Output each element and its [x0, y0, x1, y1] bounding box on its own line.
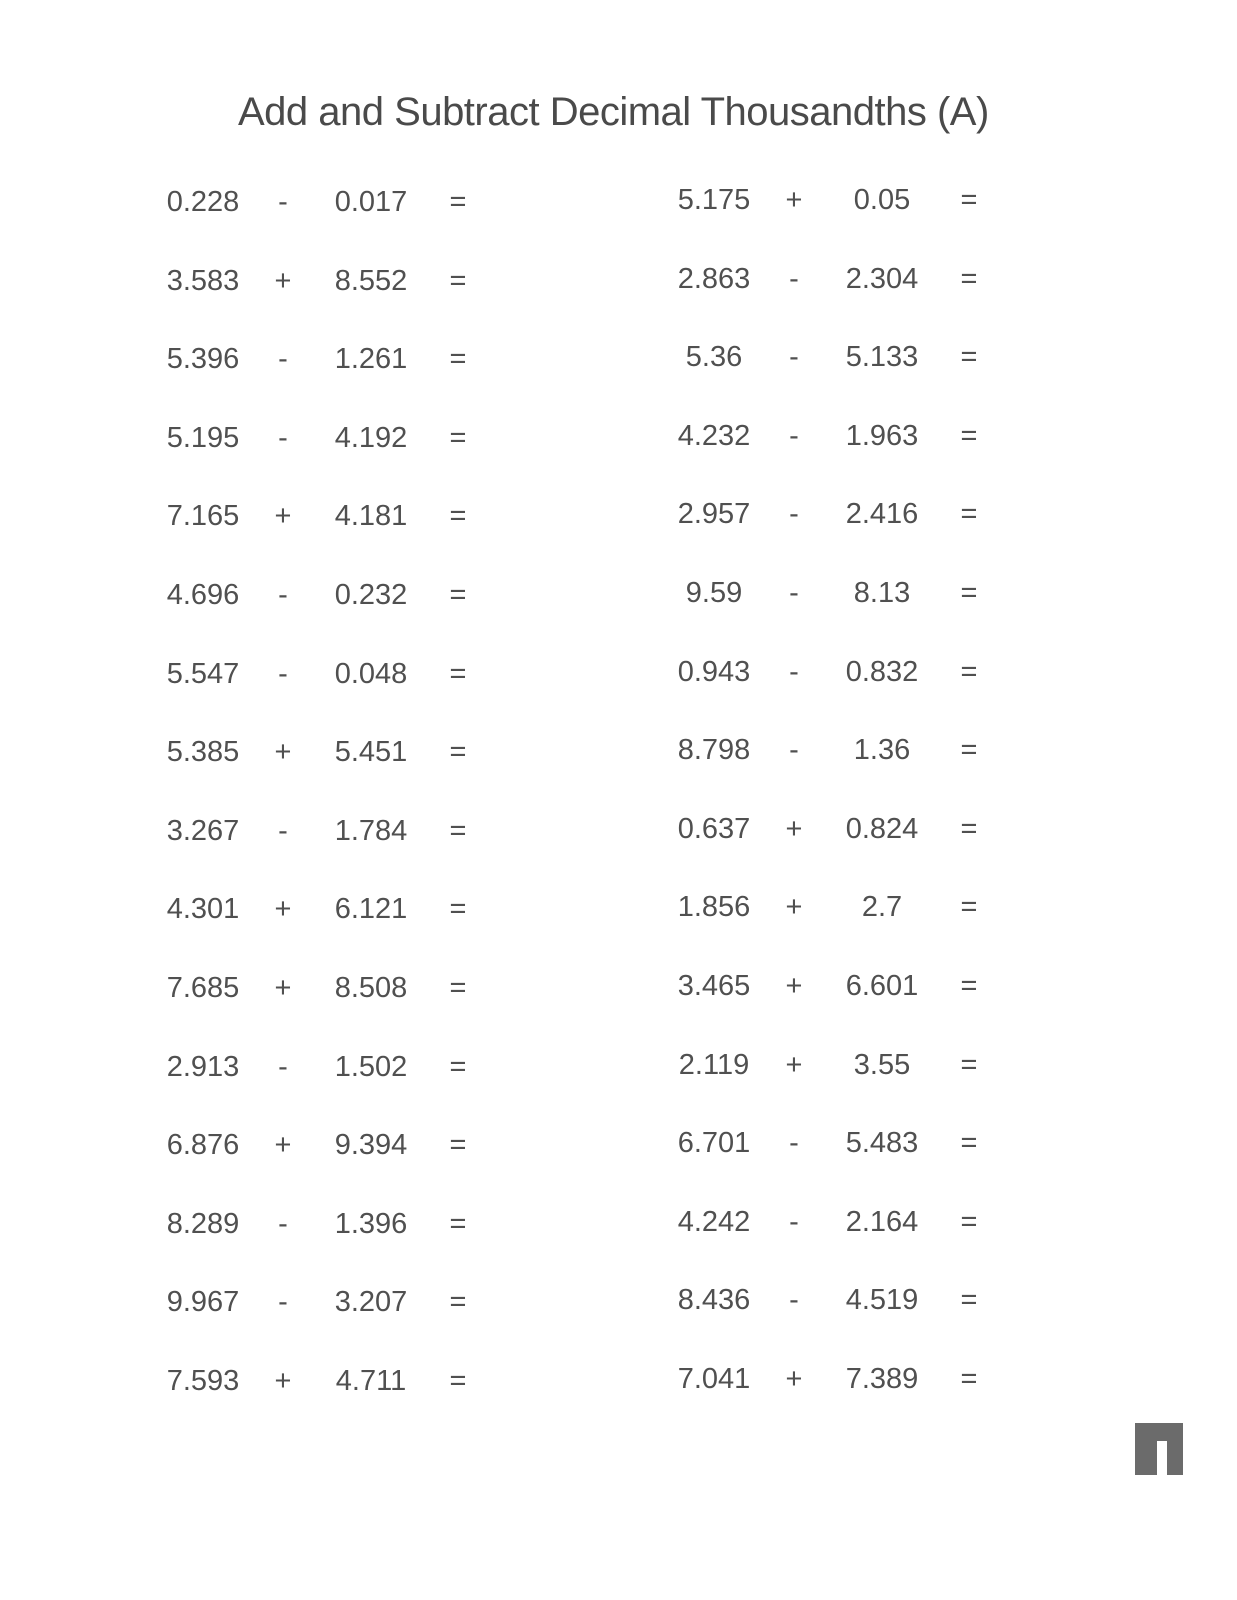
first-operand: 7.041	[677, 1363, 751, 1395]
problem-row	[674, 341, 1014, 381]
operator: -	[789, 734, 799, 767]
equals-sign: =	[449, 1286, 467, 1319]
first-operand: 5.396	[166, 343, 240, 376]
first-operand: 5.547	[166, 657, 240, 690]
second-operand: 1.396	[334, 1207, 408, 1240]
operator: +	[274, 893, 292, 926]
second-operand: 1.963	[845, 419, 919, 452]
problem-row	[674, 420, 1014, 460]
first-operand: 7.165	[166, 500, 240, 533]
first-operand: 2.863	[677, 262, 751, 295]
worksheet-title: Add and Subtract Decimal Thousandths (A)	[238, 90, 989, 134]
second-operand: 7.389	[845, 1363, 919, 1395]
second-operand: 0.232	[334, 579, 408, 611]
operator: +	[785, 812, 803, 845]
problem-row	[674, 970, 1014, 1010]
first-operand: 2.119	[678, 1048, 750, 1081]
problem-row	[674, 734, 1014, 774]
first-operand: 5.385	[166, 736, 240, 769]
second-operand: 5.483	[845, 1127, 919, 1160]
second-operand: 0.832	[845, 655, 919, 688]
first-operand: 9.967	[166, 1286, 240, 1319]
second-operand: 2.304	[845, 262, 919, 295]
first-operand: 3.583	[166, 264, 240, 297]
first-operand: 8.289	[166, 1207, 240, 1240]
equals-sign: =	[449, 814, 467, 847]
second-operand: 0.017	[334, 186, 408, 218]
first-operand: 0.637	[677, 812, 751, 845]
second-operand: 8.552	[334, 264, 408, 297]
problem-row	[674, 498, 1014, 538]
operator: +	[785, 1048, 803, 1081]
second-operand: 1.502	[334, 1050, 408, 1083]
equals-sign: =	[960, 1284, 978, 1317]
equals-sign: =	[449, 1050, 467, 1083]
operator: -	[789, 498, 799, 531]
equals-sign: =	[960, 262, 978, 295]
page-corner-mark-icon	[1135, 1423, 1183, 1475]
operator: -	[789, 1284, 799, 1317]
second-operand: 6.601	[845, 970, 919, 1002]
operator: +	[785, 891, 803, 924]
equals-sign: =	[449, 264, 467, 297]
first-operand: 4.696	[166, 579, 240, 611]
operator: +	[274, 736, 292, 769]
first-operand: 1.856	[677, 891, 751, 924]
first-operand: 8.798	[677, 734, 751, 767]
first-operand: 8.436	[677, 1284, 751, 1317]
operator: +	[274, 264, 292, 297]
operator: -	[278, 1050, 288, 1083]
operator: -	[789, 1127, 799, 1160]
operator: -	[278, 579, 288, 611]
second-operand: 5.133	[845, 341, 919, 374]
operator: -	[278, 421, 288, 454]
equals-sign: =	[960, 184, 978, 216]
first-operand: 3.267	[166, 814, 240, 847]
equals-sign: =	[449, 579, 467, 611]
operator: +	[274, 1365, 292, 1397]
equals-sign: =	[449, 1129, 467, 1162]
first-operand: 4.301	[166, 893, 240, 926]
equals-sign: =	[449, 421, 467, 454]
first-operand: 5.195	[166, 421, 240, 454]
problem-row	[674, 813, 1014, 853]
first-operand: 6.701	[677, 1127, 751, 1160]
equals-sign: =	[449, 1365, 467, 1397]
first-operand: 0.228	[166, 186, 240, 218]
operator: -	[278, 186, 288, 218]
operator: -	[789, 1205, 799, 1238]
second-operand: 0.824	[845, 812, 919, 845]
second-operand: 1.261	[334, 343, 408, 376]
second-operand: 8.13	[853, 577, 911, 609]
first-operand: 4.242	[677, 1205, 751, 1238]
operator: -	[278, 657, 288, 690]
equals-sign: =	[449, 657, 467, 690]
second-operand: 9.394	[334, 1129, 408, 1162]
first-operand: 2.913	[166, 1050, 240, 1083]
first-operand: 9.59	[685, 577, 743, 609]
operator: -	[278, 343, 288, 376]
second-operand: 4.711	[335, 1365, 407, 1397]
second-operand: 3.55	[853, 1048, 911, 1081]
operator: +	[274, 1129, 292, 1162]
operator: -	[789, 341, 799, 374]
first-operand: 3.465	[677, 970, 751, 1002]
problem-row	[674, 656, 1014, 696]
second-operand: 4.519	[845, 1284, 919, 1317]
problem-row	[674, 577, 1014, 617]
problem-row	[674, 1363, 1014, 1403]
equals-sign: =	[960, 1048, 978, 1081]
second-operand: 2.164	[845, 1205, 919, 1238]
equals-sign: =	[960, 498, 978, 531]
operator: -	[789, 262, 799, 295]
equals-sign: =	[960, 341, 978, 374]
second-operand: 8.508	[334, 972, 408, 1004]
operator: +	[274, 972, 292, 1004]
second-operand: 1.784	[334, 814, 408, 847]
operator: -	[789, 419, 799, 452]
equals-sign: =	[449, 893, 467, 926]
first-operand: 4.232	[677, 419, 751, 452]
equals-sign: =	[960, 655, 978, 688]
equals-sign: =	[960, 891, 978, 924]
first-operand: 5.36	[685, 341, 743, 374]
equals-sign: =	[960, 812, 978, 845]
second-operand: 5.451	[334, 736, 408, 769]
first-operand: 0.943	[677, 655, 751, 688]
operator: -	[789, 577, 799, 609]
operator: +	[274, 500, 292, 533]
equals-sign: =	[960, 1205, 978, 1238]
second-operand: 2.7	[861, 891, 903, 924]
equals-sign: =	[449, 1207, 467, 1240]
first-operand: 2.957	[677, 498, 751, 531]
equals-sign: =	[449, 500, 467, 533]
operator: -	[278, 1286, 288, 1319]
first-operand: 6.876	[166, 1129, 240, 1162]
equals-sign: =	[449, 736, 467, 769]
second-operand: 1.36	[853, 734, 911, 767]
second-operand: 0.048	[334, 657, 408, 690]
equals-sign: =	[449, 186, 467, 218]
equals-sign: =	[960, 970, 978, 1002]
equals-sign: =	[449, 972, 467, 1004]
second-operand: 0.05	[853, 184, 911, 216]
equals-sign: =	[960, 1363, 978, 1395]
problem-row	[674, 1049, 1014, 1089]
equals-sign: =	[960, 577, 978, 609]
operator: -	[278, 814, 288, 847]
equals-sign: =	[449, 343, 467, 376]
second-operand: 4.192	[334, 421, 408, 454]
second-operand: 3.207	[334, 1286, 408, 1319]
operator: -	[278, 1207, 288, 1240]
second-operand: 4.181	[334, 500, 408, 533]
problem-row	[674, 1127, 1014, 1167]
second-operand: 2.416	[845, 498, 919, 531]
equals-sign: =	[960, 1127, 978, 1160]
equals-sign: =	[960, 419, 978, 452]
first-operand: 7.593	[166, 1365, 240, 1397]
operator: +	[785, 970, 803, 1002]
problem-row	[674, 263, 1014, 303]
operator: -	[789, 655, 799, 688]
problem-row	[674, 184, 1014, 224]
first-operand: 5.175	[677, 184, 751, 216]
equals-sign: =	[960, 734, 978, 767]
operator: +	[785, 1363, 803, 1395]
problem-row	[674, 1206, 1014, 1246]
operator: +	[785, 184, 803, 216]
first-operand: 7.685	[166, 972, 240, 1004]
problem-row	[674, 1284, 1014, 1324]
second-operand: 6.121	[334, 893, 408, 926]
problem-row	[674, 891, 1014, 931]
